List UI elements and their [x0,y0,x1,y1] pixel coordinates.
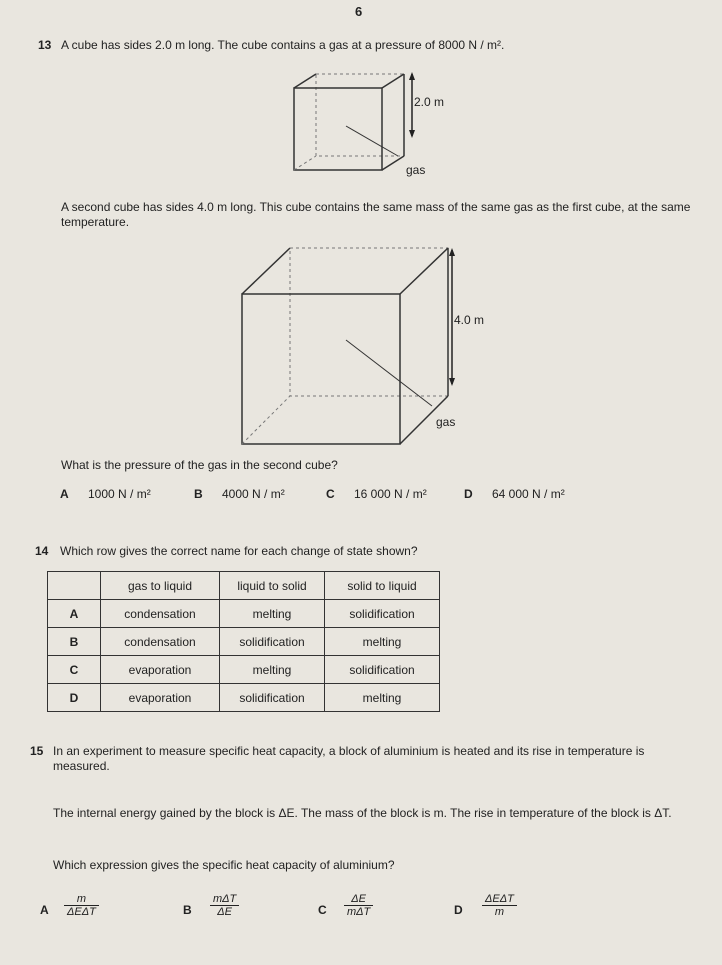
fraction-numerator: ΔE [344,893,373,906]
q15-option-b-expression [210,893,239,918]
q13-option-d-letter: D [464,487,473,501]
row-letter: C [48,656,101,684]
small-cube-label: 2.0 m [414,95,445,109]
table-header-cell: liquid to solid [220,572,325,600]
table-cell: melting [325,684,440,712]
q15-option-c-expression [344,893,373,918]
fraction-denominator: ΔEΔT [67,906,96,918]
q13-option-c-letter: C [326,487,335,501]
large-cube-label: 4.0 m [454,313,485,327]
fraction-denominator: mΔT [347,906,371,918]
table-row [48,628,440,656]
q15-option-a-letter: A [40,903,49,917]
table-row [48,600,440,628]
fraction-numerator: ΔEΔT [482,893,517,906]
q13-text: A cube has sides 2.0 m long. The cube contains a gas at a pressure of 8000 N / m². [61,38,505,52]
table-cell: evaporation [101,656,220,684]
table-cell: melting [220,600,325,628]
q13-option-a-text: 1000 N / m² [88,487,151,501]
table-cell: melting [325,628,440,656]
q13-option-d-text: 64 000 N / m² [492,487,565,501]
q13-option-c-text: 16 000 N / m² [354,487,427,501]
table-cell: solidification [220,684,325,712]
table-row [48,656,440,684]
small-cube-diagram [280,66,460,186]
q13-option-b-letter: B [194,487,203,501]
table-cell: melting [220,656,325,684]
large-cube-gas-label: gas [436,415,456,429]
q15-text-second: The internal energy gained by the block is ΔE. The mass of the block is m. The rise in temperature of the block is ΔT. [53,806,672,820]
q15-text: In an experiment to measure specific heat capacity, a block of aluminium is heated and its rise in temperature is measured. [53,744,645,773]
q13-question: What is the pressure of the gas in the second cube? [61,458,338,472]
fraction-denominator: ΔE [217,906,232,918]
table-header-row [48,572,440,600]
page-number: 6 [355,4,363,19]
fraction-numerator: m [64,893,99,906]
q15-option-a-expression [64,893,99,918]
q14-number: 14 [35,544,49,558]
q13-option-a-letter: A [60,487,69,501]
table-cell: condensation [101,600,220,628]
table-cell: evaporation [101,684,220,712]
q13-option-b-text: 4000 N / m² [222,487,285,501]
q15-option-d-expression [482,893,517,918]
q15-number: 15 [30,744,44,758]
fraction-numerator: mΔT [210,893,239,906]
q15-question: Which expression gives the specific heat capacity of aluminium? [53,858,395,872]
table-row [48,684,440,712]
row-letter: A [48,600,101,628]
table-cell: solidification [325,600,440,628]
q15-option-c-letter: C [318,903,327,917]
table-header-blank [48,572,101,600]
q15-option-b-letter: B [183,903,192,917]
table-cell: solidification [325,656,440,684]
q14-text: Which row gives the correct name for each change of state shown? [60,544,418,558]
fraction-denominator: m [494,906,504,918]
table-cell: solidification [220,628,325,656]
q15-option-d-letter: D [454,903,463,917]
small-cube-gas-label: gas [406,163,426,177]
states-table [47,571,440,712]
row-letter: B [48,628,101,656]
table-cell: condensation [101,628,220,656]
q13-text-second: A second cube has sides 4.0 m long. This cube contains the same mass of the same gas as the first cube, at the same temperature. [61,200,691,229]
table-header-cell: solid to liquid [325,572,440,600]
table-header-cell: gas to liquid [101,572,220,600]
row-letter: D [48,684,101,712]
large-cube-diagram [226,236,516,451]
q13-number: 13 [38,38,52,52]
